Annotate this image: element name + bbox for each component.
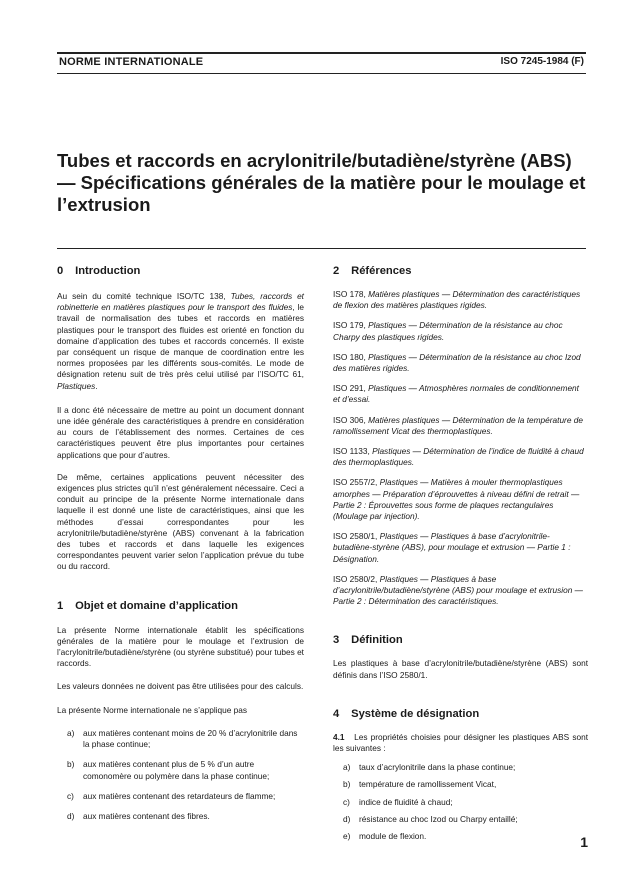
list-label: d) xyxy=(343,813,351,824)
section-heading-definition xyxy=(333,633,588,647)
reference-item xyxy=(333,289,588,311)
objet-paragraph-1: La présente Norme internationale établit les spécifications générales de la matière pour le moulage et l’extrusion de l’acrylonitrile/butadiène/styrène (ou styrène substitué) pour tubes et raccords. xyxy=(57,624,304,669)
intro-paragraph-2: Il a donc été nécessaire de mettre au point un document donnant une idée générale des caractéristiques à prendre en considération au cours de l’établissement des normes. Certaines de ces caractéristiques peuvent être plus importantes pour certaines applications que pour d’autres. xyxy=(57,404,304,460)
section-heading-references xyxy=(333,264,588,278)
list-label: a) xyxy=(343,762,351,773)
page-number: 1 xyxy=(580,834,588,850)
reference-code: ISO 306, xyxy=(333,414,369,425)
section-heading-objet xyxy=(57,599,304,613)
list-label: b) xyxy=(343,779,351,790)
list-item xyxy=(57,728,304,750)
reference-item xyxy=(333,531,588,565)
reference-code: ISO 180, xyxy=(333,351,369,362)
list-item xyxy=(57,759,304,781)
reference-code: ISO 2580/1, xyxy=(333,531,380,542)
reference-item xyxy=(333,383,588,405)
list-label: d) xyxy=(67,810,75,821)
reference-code: ISO 2557/2, xyxy=(333,477,380,488)
list-item xyxy=(333,779,588,790)
paragraph-number: 4.1 xyxy=(333,731,345,742)
text-run: Au sein du comité technique ISO/TC 138, xyxy=(57,291,231,301)
section-heading-introduction xyxy=(57,264,304,278)
paragraph-text: Les propriétés choisies pour désigner les plastiques ABS sont les suivantes : xyxy=(333,731,588,754)
reference-code: ISO 2580/2, xyxy=(333,573,380,584)
list-item xyxy=(57,811,304,822)
text-run: . xyxy=(95,380,98,391)
list-item xyxy=(333,814,588,825)
section-heading-designation xyxy=(333,707,588,721)
list-label: c) xyxy=(343,796,350,807)
reference-item xyxy=(333,415,588,437)
list-text: aux matières contenant moins de 20 % d’acrylonitrile dans la phase continue; xyxy=(83,727,298,750)
list-text: résistance au choc Izod ou Charpy entaillé; xyxy=(359,813,518,824)
reference-code: ISO 291, xyxy=(333,383,369,394)
reference-item xyxy=(333,446,588,468)
section-number: 1 xyxy=(57,599,64,612)
list-text: aux matières contenant des retardateurs de flamme; xyxy=(83,790,276,801)
document-title: Tubes et raccords en acrylonitrile/butadiène/styrène (ABS) — Spécifications générales de la matière pour le moulage et l’extrusion xyxy=(57,150,586,215)
section-number: 4 xyxy=(333,707,340,720)
list-text: taux d’acrylonitrile dans la phase continue; xyxy=(359,762,516,773)
list-text: aux matières contenant des fibres. xyxy=(83,810,210,821)
reference-title: Plastiques — Plastiques à base d’acrylonitrile/butadiène/styrène (ABS) pour moulage et extrusion — Partie 2 : Détermination des caractéristiques. xyxy=(333,573,583,607)
reference-item xyxy=(333,574,588,608)
list-label: b) xyxy=(67,759,75,770)
header-standard-number: ISO 7245-1984 (F) xyxy=(500,56,584,67)
reference-item xyxy=(333,477,588,522)
list-text: aux matières contenant plus de 5 % d’un autre comonomère ou polymère dans la phase continue; xyxy=(83,759,270,781)
reference-title: Plastiques — Détermination de la résistance au choc Charpy des plastiques rigides. xyxy=(333,320,563,342)
right-column xyxy=(333,264,588,842)
header-label: NORME INTERNATIONALE xyxy=(59,56,204,68)
reference-code: ISO 178, xyxy=(333,289,369,299)
definition-paragraph: Les plastiques à base d’acrylonitrile/butadiène/styrène (ABS) sont définis dans l’ISO 2580/1. xyxy=(333,658,588,680)
section-number: 3 xyxy=(333,634,340,647)
intro-paragraph-3: De même, certaines applications peuvent nécessiter des exigences plus strictes qu’il n’est généralement nécessaire. Ceci a conduit au principe de la présente Norme internationale dans laquelle il est donné une liste de caractéristiques, ainsi que les méthodes d’essai correspondantes pour les acrylonitrile/butadiène/styrène (ABS) convenant à la fabrication des tubes et raccords et dans laquelle les exigences correspondantes peuvent varier selon l’application prévue du tube ou du raccord. xyxy=(57,471,304,572)
exclusion-list xyxy=(57,728,304,822)
reference-title: Matières plastiques — Détermination de la température de ramollissement Vicat des thermoplastiques. xyxy=(333,414,583,436)
list-item xyxy=(333,831,588,842)
references-list xyxy=(333,289,588,607)
list-item xyxy=(333,797,588,808)
reference-item xyxy=(333,352,588,374)
list-label: a) xyxy=(67,727,75,738)
objet-paragraph-3: La présente Norme internationale ne s’applique pas xyxy=(57,704,248,715)
list-label: c) xyxy=(67,790,74,801)
reference-title: Plastiques — Matières à mouler thermoplastiques amorphes — Préparation d’éprouvettes à niveau défini de retrait — Partie 2 : Éprouvettes sous forme de plaques rectangulaires (Moulage par injection). xyxy=(333,477,580,522)
intro-paragraph-1 xyxy=(57,291,304,392)
text-run: , le travail de normalisation des tubes et raccords en matières plastiques pour le transport des fluides est orienté en fonction du domaine d’application des tubes et raccords concernés. Il existe par conséquent un risque de manque de coordination entre les normes proposées par les différents sous-comités. Le mode de désignation retenu suit de très près celui utilisé par l’ISO/TC 61, xyxy=(57,302,304,380)
reference-title: Plastiques — Détermination de la résistance au choc Izod des matières rigides. xyxy=(333,351,581,374)
list-item xyxy=(57,791,304,802)
list-item xyxy=(333,762,588,773)
list-text: module de flexion. xyxy=(359,831,427,842)
left-column xyxy=(57,264,304,822)
section-title: Références xyxy=(351,265,412,277)
reference-title: Matières plastiques — Détermination des caractéristiques de flexion des matières plastiques rigides. xyxy=(333,289,581,311)
running-header xyxy=(57,52,586,74)
reference-title: Plastiques — Atmosphères normales de conditionnement et d’essai. xyxy=(333,383,579,405)
section-number: 2 xyxy=(333,265,340,277)
list-text: température de ramollissement Vicat, xyxy=(359,779,497,790)
designation-paragraph xyxy=(333,732,588,754)
divider xyxy=(57,248,586,249)
reference-code: ISO 179, xyxy=(333,320,369,331)
objet-paragraph-2: Les valeurs données ne doivent pas être utilisées pour des calculs. xyxy=(57,681,304,692)
text-run-italic: Plastiques xyxy=(57,380,96,391)
reference-item xyxy=(333,320,588,342)
list-label: e) xyxy=(343,831,351,842)
list-text: indice de fluidité à chaud; xyxy=(359,796,453,807)
section-title: Système de désignation xyxy=(351,707,480,720)
reference-title: Plastiques — Plastiques à base d’acrylonitrile-butadiène-styrène (ABS), pour moulage et extrusion — Partie 1 : Désignation. xyxy=(333,531,571,564)
section-title: Introduction xyxy=(75,265,141,277)
text-run-italic: Tubes, raccords et robinetterie en matières plastiques pour le transport des fluides xyxy=(57,291,304,313)
reference-title: Plastiques — Détermination de l’indice de fluidité à chaud des thermoplastiques. xyxy=(333,446,584,468)
reference-code: ISO 1133, xyxy=(333,446,373,457)
properties-list xyxy=(333,762,588,842)
section-title: Définition xyxy=(351,634,403,647)
section-number: 0 xyxy=(57,265,64,277)
section-title: Objet et domaine d’application xyxy=(75,599,238,612)
